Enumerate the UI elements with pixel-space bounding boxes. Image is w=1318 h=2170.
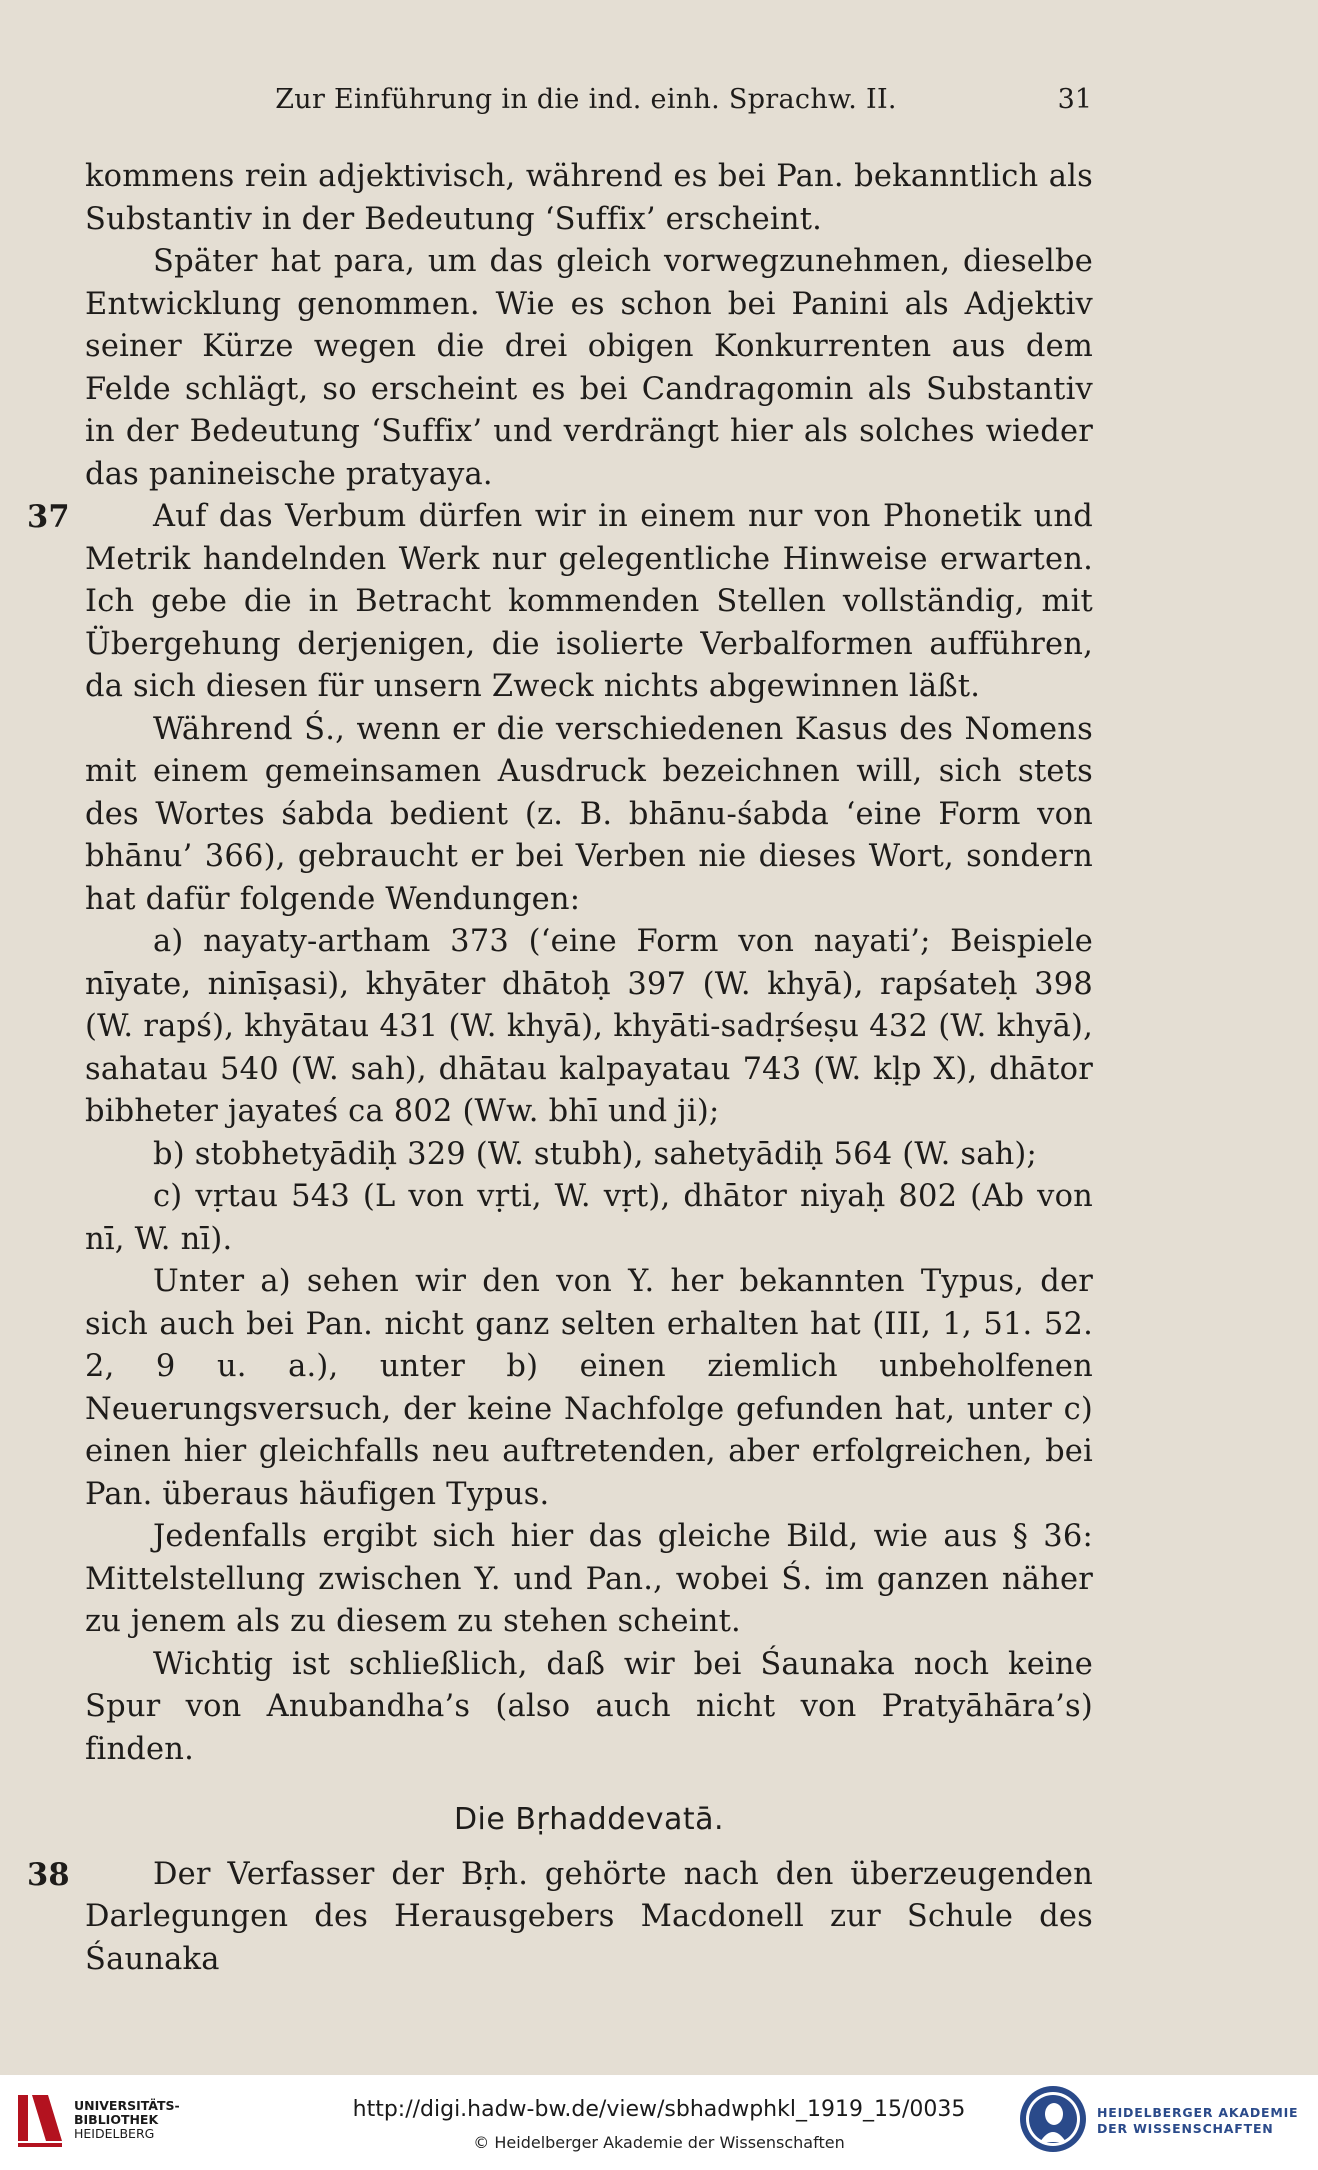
footer-bar	[0, 2075, 1318, 2170]
paragraph: kommens rein adjektivisch, während es bei Pan. bekanntlich als Substantiv in der Bedeutung ‘Suffix’ erscheint.	[85, 159, 1093, 237]
paragraph: c) vṛtau 543 (L von vṛti, W. vṛt), dhātor niyaḥ 802 (Ab von nī, W. nī).	[85, 1179, 1093, 1257]
source-url[interactable]: http://digi.hadw-bw.de/view/sbhadwphkl_1919_15/0035	[352, 2097, 966, 2122]
paragraph: a) nayaty-artham 373 (‘eine Form von nayati’; Beispiele nīyate, ninīṣasi), khyāter dhātoḥ 397 (W. khyā), rapśateḥ 398 (W. rapś), khyātau 431 (W. khyā), khyāti-sadṛśeṣu 432 (W. khyā), sahatau 540 (W. sah), dhātau kalpayatau 743 (W. kḷp X), dhātor bibheter jayateś ca 802 (Ww. bhī und ji);	[85, 924, 1093, 1129]
body-text	[27, 156, 1093, 1981]
library-name: UNIVERSITÄTS- BIBLIOTHEK HEIDELBERG	[74, 2098, 180, 2141]
paragraph: 37 Auf das Verbum dürfen wir in einem nur von Phonetik und Metrik handelnden Werk nur gelegentliche Hinweise erwarten. Ich gebe die in Betracht kommenden Stellen vollständig, mit Übergehung derjenigen, die isolierte Verbalformen aufführen, da sich diesen für unsern Zweck nichts abgewinnen läßt.	[85, 496, 1093, 709]
section-heading: Die Bṛhaddevatā.	[453, 1802, 725, 1837]
paragraph: Jedenfalls ergibt sich hier das gleiche Bild, wie aus § 36: Mittelstellung zwischen Y. und Pan., wobei Ś. im ganzen näher zu jenem als zu diesem zu stehen scheint.	[85, 1519, 1093, 1639]
academy-seal-icon	[1018, 2084, 1088, 2154]
paragraph: Wichtig ist schließlich, daß wir bei Śaunaka noch keine Spur von Anubandha’s (also auch nicht von Pratyāhāra’s) finden.	[85, 1646, 1093, 1767]
page-number: 31	[1057, 84, 1092, 115]
page-header	[80, 84, 1092, 134]
paragraph: Unter a) sehen wir den von Y. her bekannten Typus, der sich auch bei Pan. nicht ganz selten erhalten hat (III, 1, 51. 52. 2, 9 u. a.), unter b) einen ziemlich unbeholfenen Neuerungsversuch, der keine Nachfolge gefunden hat, unter c) einen hier gleichfalls neu auftretenden, aber erfolgreichen, bei Pan. überaus häufigen Typus.	[85, 1264, 1093, 1512]
paragraph: b) stobhetyādiḥ 329 (W. stubh), sahetyādiḥ 564 (W. sah);	[153, 1136, 1038, 1172]
paragraph: 38 Der Verfasser der Bṛh. gehörte nach den überzeugenden Darlegungen des Herausgebers Macdonell zur Schule des Śaunaka	[85, 1854, 1093, 1982]
section-number: 37	[27, 499, 70, 535]
running-title: Zur Einführung in die ind. einh. Sprachw. II.	[275, 84, 897, 115]
copyright-notice: © Heidelberger Akademie der Wissenschaften	[473, 2133, 845, 2152]
academy-name: HEIDELBERGER AKADEMIE DER WISSENSCHAFTEN	[1097, 2105, 1299, 2136]
paragraph: Später hat para, um das gleich vorwegzunehmen, dieselbe Entwicklung genommen. Wie es schon bei Panini als Adjektiv seiner Kürze wegen die drei obigen Konkurrenten aus dem Felde schlägt, so erscheint es bei Candragomin als Substantiv in der Bedeutung ‘Suffix’ und verdrängt hier als solches wieder das panineische pratyaya.	[85, 244, 1093, 492]
section-number: 38	[27, 1856, 70, 1893]
paragraph: Während Ś., wenn er die verschiedenen Kasus des Nomens mit einem gemeinsamen Ausdruck bezeichnen will, sich stets des Wortes śabda bedient (z. B. bhānu-śabda ‘eine Form von bhānu’ 366), gebraucht er bei Verben nie dieses Wort, sondern hat dafür folgende Wendungen:	[85, 711, 1093, 917]
